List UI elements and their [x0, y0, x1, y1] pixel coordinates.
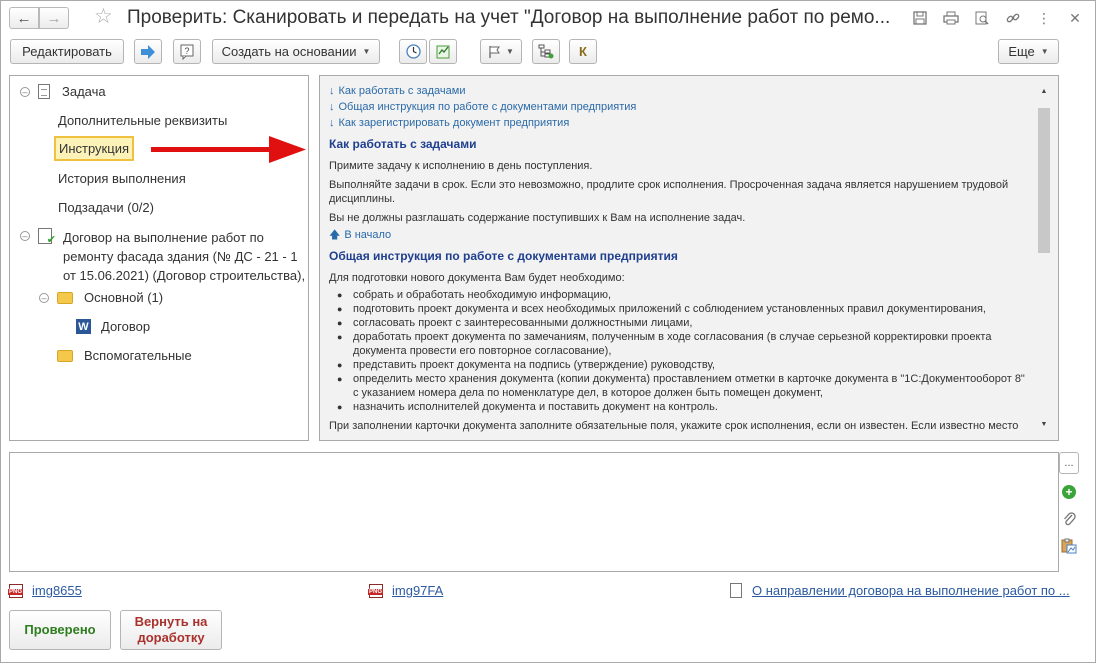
folder-label: Вспомогательные — [84, 348, 192, 363]
tree-item-instruction[interactable] — [54, 136, 134, 161]
structure-button[interactable] — [532, 39, 560, 64]
help-paragraph: Вы не должны разглашать содержание поступивших к Вам на исполнение задач. — [329, 212, 746, 224]
document-title-line2: ремонту фасада здания (№ ДС - 21 - 1 — [63, 249, 298, 264]
attachment-link[interactable]: О направлении договора на выполнение работ по ... — [752, 583, 1070, 598]
clock-icon — [406, 44, 421, 59]
tree-item-label: Подзадачи (0/2) — [58, 200, 154, 215]
section-title-tasks: Как работать с задачами — [329, 137, 477, 151]
scroll-up-icon[interactable]: ▲ — [1040, 88, 1048, 95]
arrow-up-icon: 🡅 — [329, 229, 341, 241]
scrollbar[interactable] — [1038, 86, 1050, 431]
title-bar — [1, 1, 1095, 37]
forward-task-button[interactable] — [134, 39, 162, 64]
question-button[interactable] — [173, 39, 201, 64]
attachment-link[interactable]: img8655 — [32, 583, 82, 598]
list-item: ● доработать проект документа по замечаниям, полученным в ходе согласования (в случае серьезной корректировки проекта документа провести его повторное согласование), — [329, 330, 1029, 358]
flag-menu-button[interactable] — [480, 39, 522, 64]
back-button[interactable] — [9, 7, 39, 29]
folder-icon — [57, 350, 73, 362]
tree-item-subtasks[interactable] — [58, 200, 154, 215]
document-title-line3: от 15.06.2021) (Договор строительства), — [63, 268, 306, 283]
help-link-tasks[interactable]: ↓ Как работать с задачами — [329, 85, 466, 97]
document-checked-icon: ✔ — [38, 228, 52, 244]
close-icon[interactable]: ✕ — [1069, 9, 1081, 26]
section-title-general: Общая инструкция по работе с документами предприятия — [329, 249, 678, 263]
clipboard-image-icon — [1061, 538, 1077, 554]
list-item: ● собрать и обработать необходимую информацию, — [329, 288, 1029, 302]
collapse-icon[interactable]: – — [20, 87, 30, 97]
title-actions — [910, 8, 1085, 28]
tree-item-extra-attributes[interactable] — [58, 113, 227, 128]
link-icon[interactable] — [1003, 8, 1023, 28]
help-link-general[interactable]: ↓ Общая инструкция по работе с документами предприятия — [329, 101, 637, 113]
task-label: Задача — [62, 84, 106, 99]
tree-file-word[interactable] — [76, 319, 150, 334]
attachment-file-2[interactable] — [369, 583, 443, 598]
arrow-right-icon: → — [46, 9, 62, 27]
instruction-content — [329, 84, 1029, 436]
task-tree-panel — [9, 75, 309, 441]
list-item: ● определить место хранения документа (копии документа) проставлением отметки в карточке документа в "1С:Документооборот 8" с указанием номера дела по номенклатуре дел, в которое должен быть помещен документ, — [329, 372, 1029, 400]
comment-input[interactable] — [9, 452, 1059, 572]
chevron-down-icon: ▼ — [506, 47, 514, 56]
scroll-down-icon[interactable]: ▼ — [1040, 421, 1048, 428]
arrow-left-icon: ← — [16, 9, 32, 27]
folder-icon — [57, 292, 73, 304]
attachment-file-1[interactable] — [9, 583, 82, 598]
word-file-icon: W — [76, 319, 91, 334]
list-item: ● подготовить проект документа и всех необходимых приложений с соблюдением установленных правил документирования, — [329, 302, 1029, 316]
k-button[interactable]: К — [569, 39, 597, 64]
paperclip-icon — [1062, 511, 1076, 527]
scroll-thumb[interactable] — [1038, 108, 1050, 253]
plus-icon: + — [1062, 485, 1076, 499]
tree-task-node[interactable] — [20, 84, 106, 99]
collapse-icon[interactable]: – — [20, 231, 30, 241]
window-title: Проверить: Сканировать и передать на учет "Договор на выполнение работ по ремо... — [127, 7, 891, 28]
arrow-down-icon: ↓ — [329, 101, 335, 113]
list-item: ● согласовать проект с заинтересованными должностными лицами, — [329, 316, 1029, 330]
instruction-panel — [319, 75, 1059, 441]
return-for-rework-button[interactable] — [120, 610, 222, 650]
tree-document-node[interactable] — [20, 228, 305, 285]
attachment-document[interactable] — [730, 583, 1070, 598]
tree-item-label: Дополнительные реквизиты — [58, 113, 228, 128]
blue-arrow-icon — [140, 45, 156, 59]
png-file-icon: PNG — [9, 584, 23, 598]
create-based-button[interactable] — [212, 39, 380, 64]
return-label-line1: Вернуть на — [134, 614, 208, 629]
tree-item-label: История выполнения — [58, 171, 186, 186]
document-title-line1: Договор на выполнение работ по — [63, 230, 264, 245]
history-button[interactable] — [399, 39, 427, 64]
flag-icon — [488, 45, 502, 59]
document-title — [63, 228, 305, 285]
png-file-icon: PNG — [369, 584, 383, 598]
arrow-down-icon: ↓ — [329, 117, 335, 129]
tree-item-label: Инструкция — [59, 141, 129, 156]
return-label-line2: доработку — [137, 630, 205, 645]
more-button[interactable] — [998, 39, 1059, 64]
checked-button[interactable]: Проверено — [9, 610, 111, 650]
document-icon — [730, 583, 742, 598]
attachment-link[interactable]: img97FA — [392, 583, 444, 598]
tree-structure-icon — [538, 44, 554, 59]
tree-folder-aux[interactable] — [57, 348, 192, 363]
more-label: Еще — [1008, 44, 1035, 59]
preview-search-icon[interactable] — [972, 8, 992, 28]
red-arrow-annotation — [151, 135, 307, 165]
help-paragraph: Выполняйте задачи в срок. Если это невозможно, продлите срок исполнения. Просроченная задача является нарушением трудовой дисциплины. — [329, 179, 1009, 205]
help-paragraph: При заполнении карточки документа заполните обязательные поля, укажите срок исполнения, если он известен. Если известно место — [329, 420, 1019, 432]
forward-button[interactable] — [39, 7, 69, 29]
chevron-down-icon: ▼ — [1040, 47, 1049, 56]
svg-text:?: ? — [184, 45, 190, 56]
tree-item-history[interactable] — [58, 171, 186, 186]
attach-button[interactable] — [1059, 509, 1079, 529]
folder-label: Основной (1) — [84, 290, 164, 305]
save-icon[interactable] — [910, 8, 930, 28]
task-document-icon — [38, 84, 50, 99]
help-paragraph: Примите задачу к исполнению в день поступления. — [329, 160, 593, 172]
edit-button[interactable]: Редактировать — [10, 39, 124, 64]
help-paragraph: Для подготовки нового документа Вам будет необходимо: — [329, 272, 625, 284]
favorite-star-icon[interactable]: ☆ — [94, 5, 113, 28]
help-bullet-list — [329, 288, 1029, 414]
file-label: Договор — [101, 319, 151, 334]
question-icon — [180, 44, 194, 60]
help-link-register[interactable]: ↓ Как зарегистрировать документ предприятия — [329, 117, 570, 129]
create-based-label: Создать на основании — [221, 44, 357, 59]
arrow-down-icon: ↓ — [329, 85, 335, 97]
report-button[interactable] — [429, 39, 457, 64]
paste-button[interactable] — [1059, 536, 1079, 556]
list-item: ● назначить исполнителей документа и поставить документ на контроль. — [329, 400, 1029, 414]
add-button[interactable] — [1059, 482, 1079, 502]
open-comment-button[interactable]: ... — [1059, 452, 1079, 474]
toolbar — [1, 39, 1095, 67]
report-icon — [436, 44, 451, 59]
menu-dots-icon[interactable]: ⋮ — [1037, 9, 1051, 26]
list-item: ● представить проект документа на подпись (утверждение) руководству, — [329, 358, 1029, 372]
to-top-link[interactable]: 🡅 В начало — [329, 229, 392, 241]
print-icon[interactable] — [941, 8, 961, 28]
collapse-icon[interactable]: – — [39, 293, 49, 303]
chevron-down-icon: ▼ — [362, 47, 371, 56]
tree-folder-main[interactable] — [39, 290, 163, 305]
